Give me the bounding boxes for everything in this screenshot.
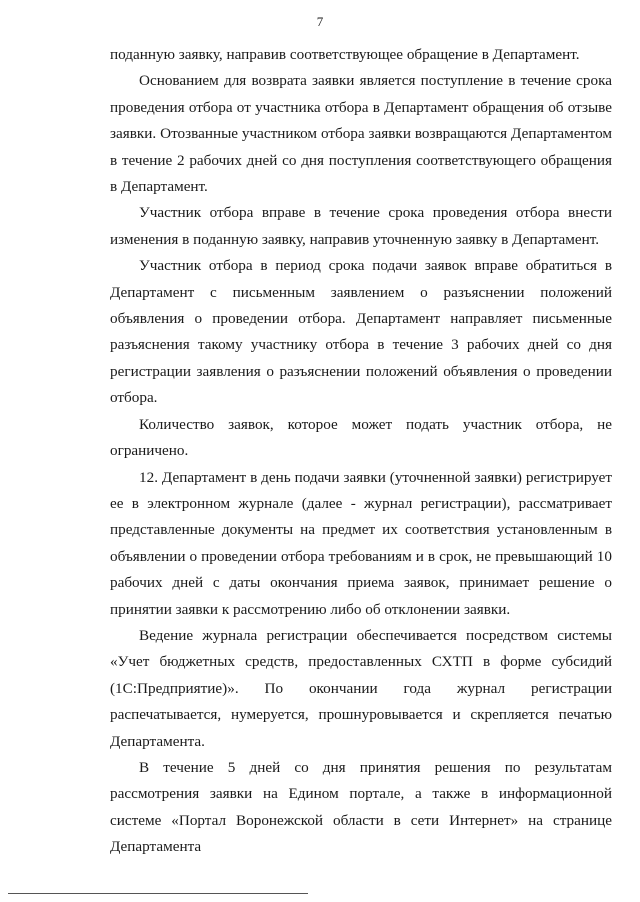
footer-divider bbox=[8, 893, 308, 894]
paragraph-application-count: Количество заявок, которое может подать участник отбора, не ограничено. bbox=[110, 415, 612, 460]
paragraph-registration-journal: Ведение журнала регистрации обеспечивается посредством системы «Учет бюджетных средств, предоставленных СХТП в форме субсидий (1С:Предприятие)». По окончании года журнал регистрации распечатывается, нумеруется, прошнуровывается и скрепляется печатью Департамента. bbox=[110, 626, 612, 750]
paragraph-publication: В течение 5 дней со дня принятия решения по результатам рассмотрения заявки на Едином портале, а также в информационной системе «Портал Воронежской области в сети Интернет» на странице Департамента bbox=[110, 758, 612, 856]
paragraph-amendments: Участник отбора вправе в течение срока проведения отбора внести изменения в поданную заявку, направив уточненную заявку в Департамент. bbox=[110, 204, 612, 248]
page-number: 7 bbox=[316, 14, 324, 29]
paragraph-clarification-request: Участник отбора в период срока подачи заявок вправе обратиться в Департамент с письменным заявлением о разъяснении положений объявления о проведении отбора. Департамент направляет письменные разъяснения такому участнику отбора в течение 3 рабочих дней со дня регистрации заявления о разъяснении положений объявления о проведении отбора. bbox=[110, 257, 612, 407]
paragraph-item-12: 12. Департамент в день подачи заявки (уточненной заявки) регистрирует ее в электронном журнале (далее - журнал регистрации), рассматривает представленные документы на предмет их соответствия установленным в объявлении о проведении отбора требованиям и в срок, не превышающий 10 рабочих дней с даты окончания приема заявок, принимает решение о принятии заявки к рассмотрению либо об отклонении заявки. bbox=[110, 468, 612, 618]
document-body bbox=[110, 42, 612, 861]
paragraph-continuation: поданную заявку, направив соответствующее обращение в Департамент. bbox=[110, 46, 580, 63]
paragraph-withdrawal-basis: Основанием для возврата заявки является поступление в течение срока проведения отбора от участника отбора в Департамент обращения об отзыве заявки. Отозванные участником отбора заявки возвращаются Департаментом в течение 2 рабочих дней со дня поступления соответствующего обращения в Департамент. bbox=[110, 72, 612, 196]
